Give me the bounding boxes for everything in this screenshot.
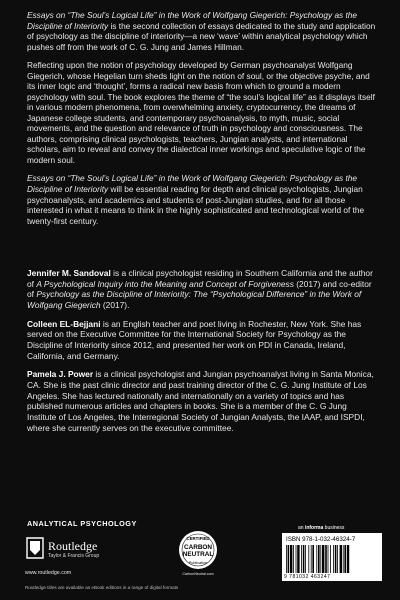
subject-category: ANALYTICAL PSYCHOLOGY bbox=[27, 519, 137, 528]
badge-carbon-text: CARBON bbox=[183, 544, 213, 551]
barcode-digits: 9 781032 463247 bbox=[284, 574, 331, 580]
description-block bbox=[27, 10, 377, 234]
description-paragraph-3: Essays on “The Soul’s Logical Life” in the Work of Wolfgang Giegerich: Psychology as the Discipline of Interiority will be essential reading for depth and clinical psychologists, Jungian psychoanalysts, and academics and students of post-Jungian studies, and for all those interested in what it means to think in the highly sophisticated and technological world of the twenty-first century. bbox=[27, 173, 365, 226]
publisher-group: Taylor & Francis Group bbox=[48, 553, 100, 559]
description-paragraph-2: Reflecting upon the notion of psychology developed by German psychoanalyst Wolfgang Giegerich, whose Hegelian turn sheds light on the notion of soul, or the objective psyche, and its inner logic and ‘thought’, forms a radical new basis from which to ground a modern psychology with soul. The book explores the theme of “the soul’s logical life” as it displays itself in various modern phenomena, from overwhelming anxiety, cryptocurrency, the dreams of Japanese college students, and contemporary psychoanalysis, to myth, music, social movements, and the question and relevance of truth in psychology and consciousness. The authors, comprising clinical psychologists, teachers, Jungian analysts, and international scholars, aim to reveal and convey the dialectical inner workings and speculative logic of the modern soul. bbox=[27, 60, 375, 165]
bio-sandoval: Jennifer M. Sandoval is a clinical psychologist residing in Southern California and the author of A Psychological Inquiry into the Meaning and Concept of Forgiveness (2017) and co-editor of Psychology as the Discipline of Interiority: The “Psychological Difference” in the Work of Wolfgang Giegerich (2017). bbox=[27, 268, 373, 311]
bio-power: Pamela J. Power is a clinical psychologist and Jungian psychoanalyst living in Santa Monica, CA. She is the past clinic director and past training director of the C. G. Jung Institute of Los Angeles. She has lectured nationally and internationally on a variety of topics and has published numerous articles and chapters in books. She is a member of the C. G Jung Institute of Los Angeles, the Interregional Society of Jungian Analysts, the IAAP, and ISPDI, where she currently serves on the executive committee. bbox=[27, 369, 374, 433]
ebook-note: Routledge titles are available as eBook editions in a range of digital formats bbox=[25, 585, 179, 590]
carbon-neutral-site: CarbonNeutral.com bbox=[182, 572, 214, 576]
bio-el-bejjani: Colleen EL-Bejjani is an English teacher and poet living in Rochester, New York. She has served on the Executive Committee for the International Society for Psychology as the Discipline of Interiority since 2012, and presented her work on PDI in Canada, Ireland, California, and Germany. bbox=[27, 318, 362, 361]
editor-name: Colleen EL-Bejjani bbox=[27, 318, 101, 329]
publisher-url: www.routledge.com bbox=[25, 570, 72, 576]
publisher-name: Routledge bbox=[48, 539, 98, 553]
description-paragraph-1: Essays on “The Soul’s Logical Life” in the Work of Wolfgang Giegerich: Psychology as the Discipline of Interiority is the second collection of essays dedicated to the study and application of psychology as the discipline of interiority—a new ‘wave’ within analytical psychology which pushes off from the work of C. G. Jung and James Hillman. bbox=[27, 10, 376, 52]
book-title-italic: Essays on “The Soul’s Logical Life” in the Work of Wolfgang Giegerich: Psychology as the Discipline of Interiority bbox=[27, 173, 358, 194]
barcode-icon bbox=[284, 545, 380, 573]
isbn-number: ISBN 978-1-032-46324-7 bbox=[286, 536, 356, 543]
badge-neutral-text: NEUTRAL bbox=[182, 551, 214, 558]
editor-name: Pamela J. Power bbox=[27, 369, 94, 380]
informa-business-label: an informa business bbox=[298, 525, 345, 531]
editor-bios bbox=[27, 268, 377, 441]
badge-bottom-text: Publication bbox=[188, 561, 208, 565]
book-title-italic: Essays on “The Soul’s Logical Life” in the Work of Wolfgang Giegerich: Psychology as the Discipline of Interiority bbox=[27, 10, 358, 31]
editor-name: Jennifer M. Sandoval bbox=[27, 268, 111, 278]
badge-top-text: CERTIFIED bbox=[186, 536, 210, 541]
